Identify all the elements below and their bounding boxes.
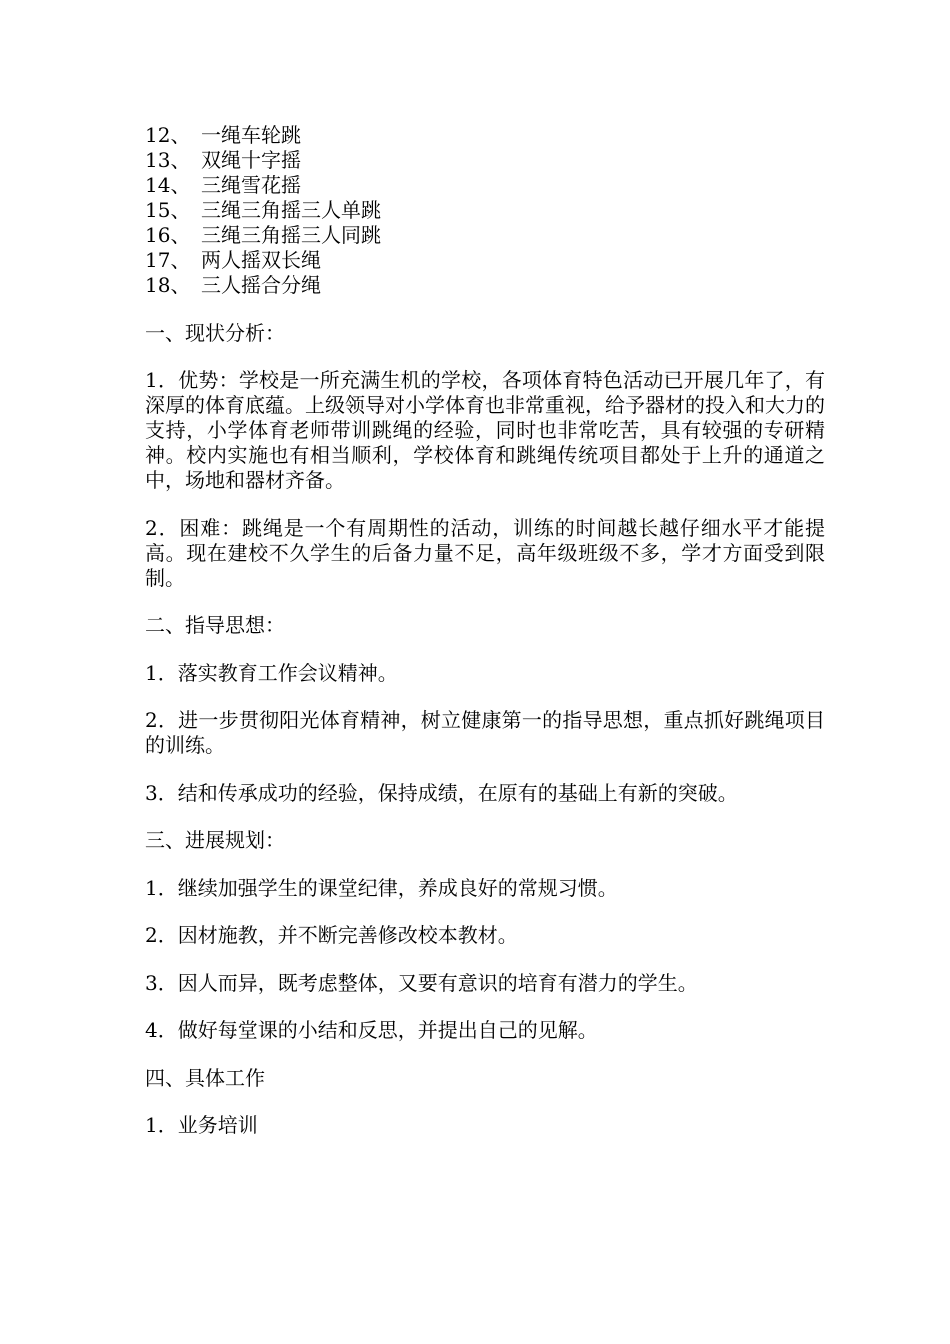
list-item-number: 18、 [145,273,191,297]
list-item-text: 两人摇双长绳 [201,248,321,272]
section-heading-work: 四、具体工作 [145,1065,265,1090]
paragraph-advantages: 1．优势：学校是一所充满生机的学校，各项体育特色活动已开展几年了，有深厚的体育底蕴。上级领导对小学体育也非常重视，给予器材的投入和大力的支持，小学体育老师带训跳绳的经验，同时也非常吃苦，具有较强的专研精神。校内实施也有相当顺利，学校体育和跳绳传统项目都处于上升的通道之中，场地和器材齐备。 [145,368,825,492]
paragraph-work-1: 1．业务培训 [145,1113,258,1137]
list-item [145,248,825,273]
paragraph-plan-2: 2．因材施教，并不断完善修改校本教材。 [145,923,518,947]
paragraph-plan-1: 1．继续加强学生的课堂纪律，养成良好的常规习惯。 [145,875,618,900]
paragraph-guidance-2: 2．进一步贯彻阳光体育精神，树立健康第一的指导思想，重点抓好跳绳项目的训练。 [145,708,825,757]
skill-list [145,123,825,298]
list-item-number: 13、 [145,148,191,172]
list-item-number: 14、 [145,173,191,197]
list-item-text: 三绳三角摇三人单跳 [201,198,381,222]
list-item-text: 三人摇合分绳 [201,273,321,297]
list-item [145,173,825,198]
paragraph-plan-3: 3．因人而异，既考虑整体，又要有意识的培育有潜力的学生。 [145,970,698,995]
list-item-text: 双绳十字摇 [201,148,301,172]
paragraph-guidance-3: 3．结和传承成功的经验，保持成绩，在原有的基础上有新的突破。 [145,780,738,805]
paragraph-plan-4: 4．做好每堂课的小结和反思，并提出自己的见解。 [145,1018,598,1042]
section-heading-plan: 三、进展规划： [145,828,285,852]
list-item [145,123,825,148]
list-item-text: 三绳三角摇三人同跳 [201,223,381,247]
paragraph-difficulties: 2．困难：跳绳是一个有周期性的活动，训练的时间越长越仔细水平才能提高。现在建校不久学生的后备力量不足，高年级班级不多，学才方面受到限制。 [145,515,825,590]
list-item [145,198,825,223]
list-item [145,148,825,173]
list-item-number: 15、 [145,198,191,222]
section-heading-status: 一、现状分析： [145,320,285,345]
list-item-text: 三绳雪花摇 [201,173,301,197]
list-item [145,273,825,298]
document-body [145,123,825,1138]
list-item-text: 一绳车轮跳 [201,123,301,147]
paragraph-guidance-1: 1．落实教育工作会议精神。 [145,660,398,685]
list-item [145,223,825,248]
list-item-number: 17、 [145,248,191,272]
list-item-number: 12、 [145,123,191,147]
section-heading-guidance: 二、指导思想： [145,613,285,637]
list-item-number: 16、 [145,223,191,247]
